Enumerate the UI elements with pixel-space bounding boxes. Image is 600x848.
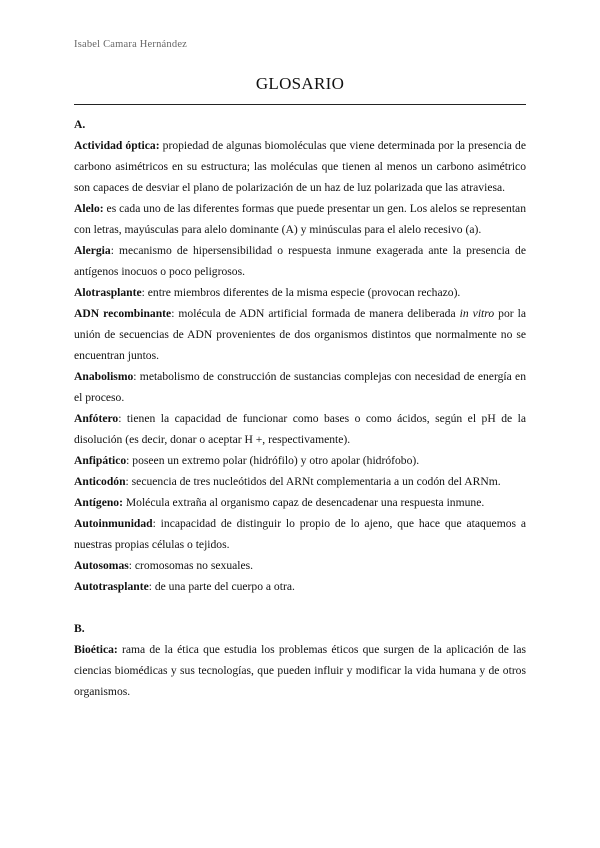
- section-letter-a: A.: [74, 118, 86, 131]
- glossary-term: Anfótero: [74, 412, 119, 425]
- glossary-entry: [74, 639, 526, 702]
- glossary-definition: : tienen la capacidad de funcionar como bases o como ácidos, según el pH de la disolución (es decir, donar o aceptar H +, respectivamente).: [74, 412, 526, 446]
- glossary-entry: [74, 513, 526, 555]
- glossary-content: [74, 114, 526, 702]
- glossary-term: Anticodón: [74, 475, 126, 488]
- glossary-term: Autosomas: [74, 559, 129, 572]
- glossary-term: Anabolismo: [74, 370, 134, 383]
- page-title: GLOSARIO: [255, 74, 345, 93]
- glossary-definition: : cromosomas no sexuales.: [128, 559, 254, 572]
- glossary-definition: : entre miembros diferentes de la misma especie (provocan rechazo).: [141, 286, 461, 299]
- glossary-entry: [74, 198, 526, 240]
- glossary-term: ADN recombinante: [74, 307, 172, 320]
- glossary-definition: propiedad de algunas biomoléculas que viene determinada por la presencia de carbono asimétricos en su estructura; las moléculas que tienen al menos un carbono asimétrico son capaces de desviar el plano de polarización de un haz de luz polarizada que las atraviesa.: [74, 139, 527, 194]
- glossary-entry: [74, 408, 526, 450]
- glossary-entry: [74, 240, 526, 282]
- section-letter-b: B.: [74, 622, 85, 635]
- glossary-term: Autoinmunidad: [74, 517, 153, 530]
- glossary-term: Actividad óptica:: [74, 139, 160, 152]
- glossary-entry: [74, 576, 526, 597]
- glossary-definition: : mecanismo de hipersensibilidad o respuesta inmune exagerada ante la presencia de antígenos inocuos o poco peligrosos.: [74, 244, 526, 278]
- glossary-term: Anfipático: [74, 454, 127, 467]
- glossary-definition: : de una parte del cuerpo a otra.: [148, 580, 295, 593]
- running-header-author: Isabel Camara Hernández: [74, 39, 188, 50]
- glossary-term: Antígeno:: [74, 496, 123, 509]
- section-spacer: [74, 597, 526, 618]
- glossary-definition: : molécula de ADN artificial formada de manera deliberada: [171, 307, 460, 320]
- glossary-term: Autotrasplante: [74, 580, 149, 593]
- glossary-entry: [74, 555, 526, 576]
- glossary-definition-continued: por la unión de secuencias de ADN provenientes de dos organismos distintos que normalmente no se encuentran juntos.: [74, 307, 526, 362]
- glossary-entry: [74, 471, 526, 492]
- glossary-term: Alotrasplante: [74, 286, 142, 299]
- glossary-term: Alergia: [74, 244, 111, 257]
- glossary-entry: [74, 366, 526, 408]
- glossary-entry: [74, 450, 526, 471]
- glossary-definition: : incapacidad de distinguir lo propio de lo ajeno, que hace que ataquemos a nuestras propias células o tejidos.: [74, 517, 526, 551]
- glossary-entry: [74, 135, 526, 198]
- glossary-definition: rama de la ética que estudia los problemas éticos que surgen de la aplicación de las ciencias biomédicas y sus tecnologías, que pueden influir y modificar la vida humana y de otros organismos.: [74, 643, 526, 698]
- glossary-term: Bioética:: [74, 643, 118, 656]
- glossary-definition: : secuencia de tres nucleótidos del ARNt complementaria a un codón del ARNm.: [125, 475, 501, 488]
- glossary-definition-italic: in vitro: [459, 307, 495, 320]
- glossary-definition: : metabolismo de construcción de sustancias complejas con necesidad de energía en el proceso.: [74, 370, 526, 404]
- title-divider: [74, 104, 526, 105]
- glossary-entry: [74, 282, 526, 303]
- glossary-definition: Molécula extraña al organismo capaz de desencadenar una respuesta inmune.: [122, 496, 485, 509]
- glossary-term: Alelo:: [74, 202, 104, 215]
- glossary-definition: : poseen un extremo polar (hidrófilo) y otro apolar (hidrófobo).: [126, 454, 420, 467]
- glossary-entry: [74, 303, 526, 366]
- glossary-entry: [74, 492, 526, 513]
- glossary-definition: es cada uno de las diferentes formas que puede presentar un gen. Los alelos se representan con letras, mayúsculas para alelo dominante (A) y minúsculas para el alelo recesivo (a).: [74, 202, 526, 236]
